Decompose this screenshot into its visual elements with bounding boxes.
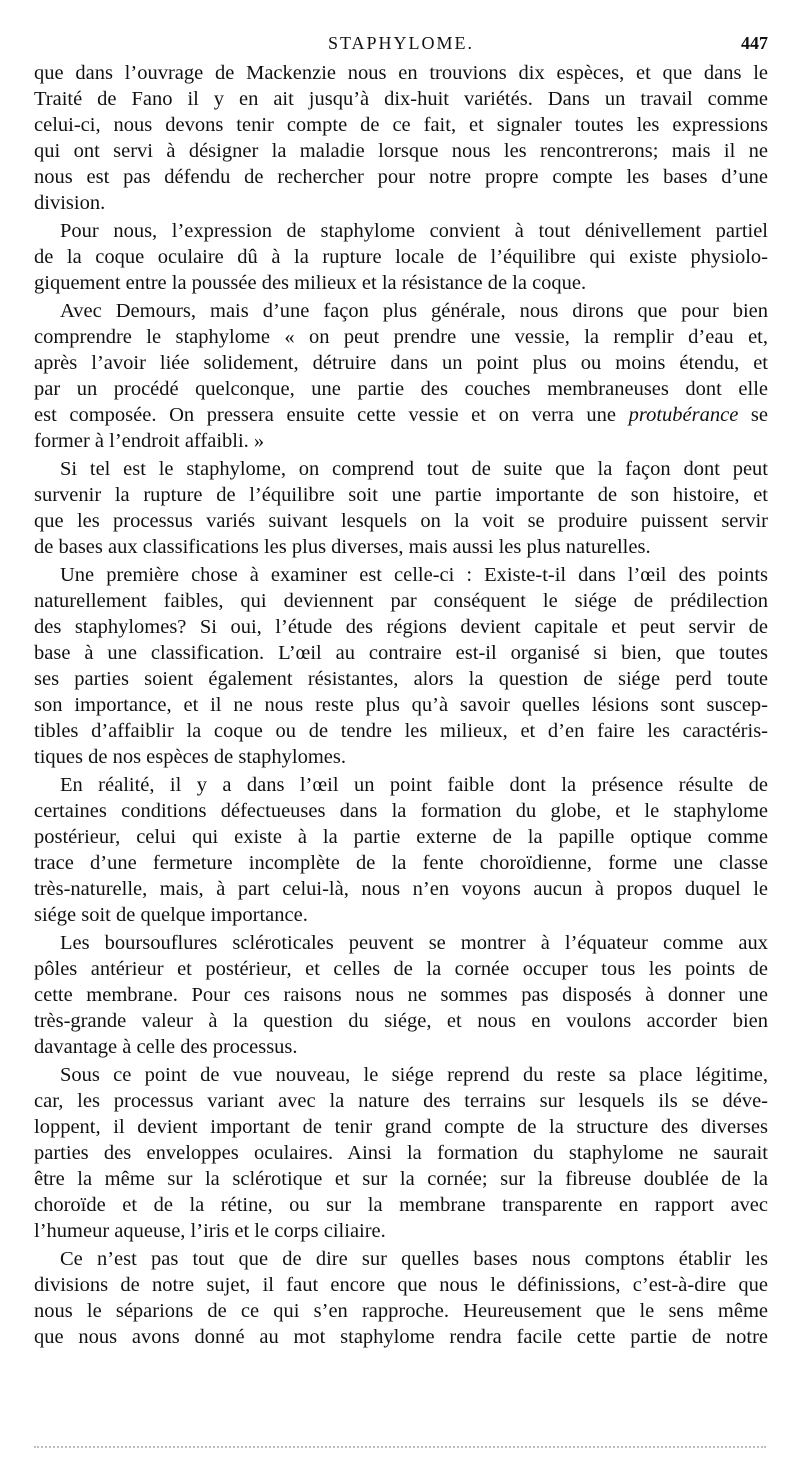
text-line: après l’avoir liée solidement, détruire dans un point plus ou moins étendu, et <box>34 352 768 374</box>
text-line: naturellement faibles, qui deviennent par conséquent le siége de prédilection <box>34 590 768 612</box>
text-line: Avec Demours, mais d’une façon plus générale, nous dirons que pour bien <box>60 300 768 322</box>
paragraph <box>34 562 768 770</box>
text-line: Les boursouflures scléroticales peuvent se montrer à l’équateur comme aux <box>60 932 768 954</box>
text-line: giquement entre la poussée des milieux et la résistance de la coque. <box>34 272 587 294</box>
text-line: nous est pas défendu de rechercher pour notre propre compte les bases d’une <box>34 166 768 188</box>
text-line: certaines conditions défectueuses dans la formation du globe, et le staphylome <box>34 800 768 822</box>
text-line: trace d’une fermeture incomplète de la fente choroïdienne, forme une classe <box>34 852 768 874</box>
text-line: est composée. On pressera ensuite cette vessie et on verra une protubérance se <box>34 404 768 426</box>
page-number: 447 <box>741 33 768 53</box>
text-line: très-grande valeur à la question du siége, et nous en voulons accorder bien <box>34 1010 768 1032</box>
text-line: Pour nous, l’expression de staphylome convient à tout dénivellement partiel <box>60 220 768 242</box>
text-line: que les processus variés suivant lesquels on la voit se produire puissent servir <box>34 510 768 532</box>
text-line: Une première chose à examiner est celle-ci : Existe-t-il dans l’œil des points <box>60 564 768 586</box>
text-line: nous le séparions de ce qui s’en rapproche. Heureusement que le sens même <box>34 1300 768 1322</box>
text-line: survenir la rupture de l’équilibre soit une partie importante de son histoire, et <box>34 484 768 506</box>
paragraph <box>34 60 768 216</box>
paragraph <box>34 1062 768 1244</box>
paragraph <box>34 298 768 454</box>
text-line: tibles d’affaiblir la coque ou de tendre les milieux, et d’en faire les caractéris- <box>34 720 768 742</box>
body-text <box>34 60 768 1352</box>
text-line: ses parties soient également résistantes, alors la question de siége perd toute <box>34 668 768 690</box>
text-line: tiques de nos espèces de staphylomes. <box>34 746 346 768</box>
text-line: être la même sur la sclérotique et sur la cornée; sur la fibreuse doublée de la <box>34 1168 768 1190</box>
text-line: pôles antérieur et postérieur, et celles de la cornée occuper tous les points de <box>34 958 768 980</box>
footer-rule <box>34 1446 766 1448</box>
text-line: de bases aux classifications les plus diverses, mais aussi les plus naturelles. <box>34 536 651 558</box>
text-line: l’humeur aqueuse, l’iris et le corps ciliaire. <box>34 1220 386 1242</box>
text-line: que nous avons donné au mot staphylome rendra facile cette partie de notre <box>34 1326 768 1348</box>
text-line: postérieur, celui qui existe à la partie externe de la papille optique comme <box>34 826 768 848</box>
text-line: choroïde et de la rétine, ou sur la membrane transparente en rapport avec <box>34 1194 768 1216</box>
text-line: de la coque oculaire dû à la rupture locale de l’équilibre qui existe physiolo- <box>34 246 768 268</box>
text-line: parties des enveloppes oculaires. Ainsi la formation du staphylome ne saurait <box>34 1142 768 1164</box>
text-line: celui-ci, nous devons tenir compte de ce fait, et signaler toutes les expressions <box>34 114 768 136</box>
text-line: Traité de Fano il y en ait jusqu’à dix-huit variétés. Dans un travail comme <box>34 88 768 110</box>
paragraph <box>34 456 768 560</box>
text-line: Ce n’est pas tout que de dire sur quelles bases nous comptons établir les <box>60 1248 768 1270</box>
text-line: des staphylomes? Si oui, l’étude des régions devient capitale et peut servir de <box>34 616 768 638</box>
text-line: très-naturelle, mais, à part celui-là, nous n’en voyons aucun à propos duquel le <box>34 878 768 900</box>
text-line: Si tel est le staphylome, on comprend tout de suite que la façon dont peut <box>60 458 768 480</box>
text-line: par un procédé quelconque, une partie des couches membraneuses dont elle <box>34 378 768 400</box>
text-line: base à une classification. L’œil au contraire est-il organisé si bien, que toutes <box>34 642 768 664</box>
text-line: comprendre le staphylome « on peut prendre une vessie, la remplir d’eau et, <box>34 326 768 348</box>
paragraph <box>34 218 768 296</box>
text-line: Sous ce point de vue nouveau, le siége reprend du reste sa place légitime, <box>60 1064 768 1086</box>
text-line: cette membrane. Pour ces raisons nous ne sommes pas disposés à donner une <box>34 984 768 1006</box>
paragraph <box>34 772 768 928</box>
text-line: qui ont servi à désigner la maladie lorsque nous les rencontrerons; mais il ne <box>34 140 768 162</box>
text-line: son importance, et il ne nous reste plus qu’à savoir quelles lésions sont suscep- <box>34 694 768 716</box>
text-line: En réalité, il y a dans l’œil un point faible dont la présence résulte de <box>60 774 768 796</box>
paragraph <box>34 1246 768 1350</box>
running-title: STAPHYLOME. <box>327 33 475 53</box>
paragraph <box>34 930 768 1060</box>
running-head <box>34 28 768 58</box>
text-line: divisions de notre sujet, il faut encore que nous le définissions, c’est-à-dire que <box>34 1274 768 1296</box>
text-line: davantage à celle des processus. <box>34 1036 298 1058</box>
text-line: car, les processus variant avec la nature des terrains sur lesquels ils se déve- <box>34 1090 768 1112</box>
text-line: loppent, il devient important de tenir grand compte de la structure des diverses <box>34 1116 768 1138</box>
text-line: que dans l’ouvrage de Mackenzie nous en trouvions dix espèces, et que dans le <box>34 62 768 84</box>
text-line: siége soit de quelque importance. <box>34 904 308 926</box>
emphasis: protubérance <box>628 404 739 426</box>
text-line: division. <box>34 192 106 214</box>
text-line: former à l’endroit affaibli. » <box>34 430 265 452</box>
